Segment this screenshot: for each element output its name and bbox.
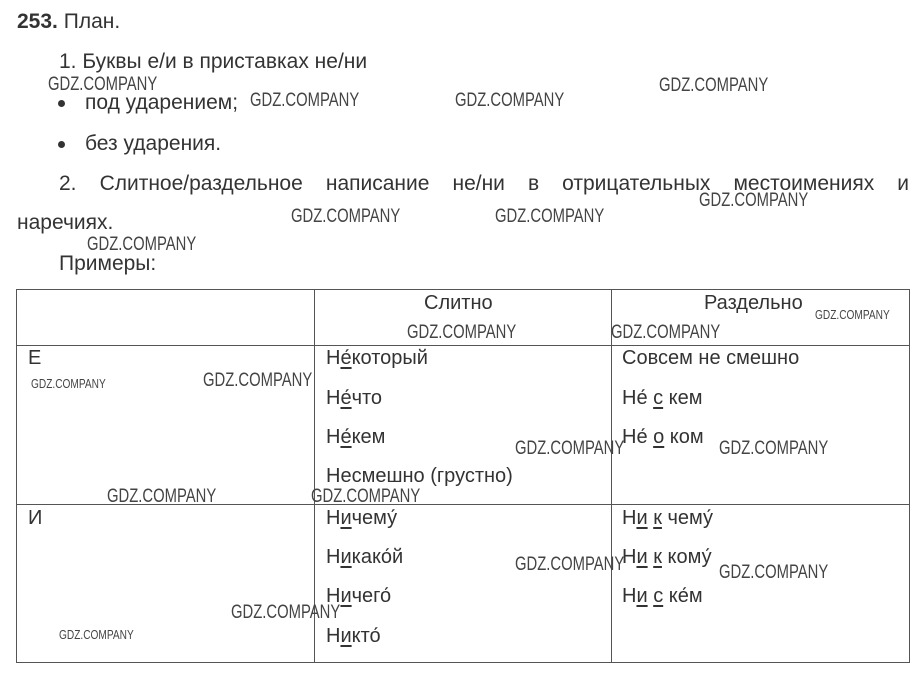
underlined-letter: и [340, 507, 352, 529]
underlined-letter: е́ [340, 426, 352, 448]
watermark: GDZ.COMPANY [455, 90, 565, 111]
text: кем [663, 387, 703, 409]
table-divider [611, 289, 612, 663]
word: в [527, 172, 540, 195]
text: Не́ [622, 387, 654, 409]
text: ке́м [663, 585, 703, 607]
underlined-letter: и [636, 585, 648, 607]
underlined-letter: е́ [340, 347, 352, 369]
row-label-e: Е [28, 347, 42, 369]
underlined-letter: и [340, 546, 352, 568]
text: Н [326, 387, 341, 409]
examples-label: Примеры: [59, 252, 157, 275]
row-label-i: И [28, 507, 43, 529]
text: Н [622, 546, 637, 568]
underlined-letter: к [653, 507, 662, 529]
text: который [351, 347, 428, 369]
text: Н [326, 585, 341, 607]
underlined-letter: и [340, 585, 352, 607]
example-separate [622, 546, 712, 569]
watermark: GDZ.COMPANY [407, 322, 517, 343]
underlined-letter: и [636, 507, 648, 529]
example-separate [622, 507, 713, 530]
text: Н [326, 347, 341, 369]
plan-bullet-2: без ударения. [85, 132, 222, 155]
underlined-letter: е́ [340, 387, 352, 409]
watermark: GDZ.COMPANY [719, 562, 829, 583]
table-border-right [909, 289, 910, 663]
column-header-together: Слитно [424, 292, 493, 314]
example-separate [622, 585, 703, 608]
underlined-letter: о [653, 426, 665, 448]
word: не/ни [452, 172, 505, 195]
underlined-letter: с [653, 585, 664, 607]
column-header-separate: Раздельно [704, 292, 803, 314]
underlined-letter: с [653, 387, 664, 409]
text: Н [326, 507, 341, 529]
word: 2. [59, 172, 77, 195]
underlined-letter: и [636, 546, 648, 568]
watermark: GDZ.COMPANY [250, 90, 360, 111]
plan-item-2-line-2: наречиях. [17, 211, 114, 234]
table-border-bottom [16, 662, 910, 663]
text: чему́ [661, 507, 714, 529]
watermark: GDZ.COMPANY [203, 370, 313, 391]
watermark: GDZ.COMPANY [515, 554, 625, 575]
watermark: GDZ.COMPANY [699, 190, 809, 211]
watermark: GDZ.COMPANY [31, 376, 106, 391]
text: Н [326, 625, 341, 647]
table-border-left [16, 289, 17, 663]
watermark: GDZ.COMPANY [311, 486, 421, 507]
plan-bullet-1: под ударением; [85, 91, 239, 114]
text: Не́ [622, 426, 654, 448]
word: и [897, 172, 909, 195]
text: Н [622, 585, 637, 607]
word: местоимениях [733, 172, 875, 195]
watermark: GDZ.COMPANY [495, 206, 605, 227]
text: ком [664, 426, 704, 448]
watermark: GDZ.COMPANY [231, 602, 341, 623]
text: Н [326, 546, 341, 568]
text: кто́ [351, 625, 381, 647]
plan-item-1: 1. Буквы е/и в приставках не/ни [59, 50, 368, 73]
watermark: GDZ.COMPANY [659, 75, 769, 96]
exercise-title: План. [63, 10, 121, 33]
watermark: GDZ.COMPANY [107, 486, 217, 507]
word: Слитное/раздельное [99, 172, 303, 195]
text: кому́ [661, 546, 712, 568]
example-together [326, 546, 403, 569]
example-together [326, 507, 397, 530]
text: чего́ [351, 585, 392, 607]
underlined-letter: к [653, 546, 662, 568]
table-border-top [16, 289, 910, 290]
text: кем [351, 426, 386, 448]
text: Н [622, 507, 637, 529]
underlined-letter: и [340, 625, 352, 647]
example-together [326, 426, 385, 449]
text: Н [326, 426, 341, 448]
text: Несмешно (грустно) [326, 465, 513, 487]
text: како́й [351, 546, 404, 568]
text: что [351, 387, 383, 409]
watermark: GDZ.COMPANY [611, 322, 721, 343]
word: написание [325, 172, 430, 195]
example-together [326, 387, 382, 410]
table-divider [16, 345, 910, 346]
exercise-number: 253. [17, 10, 58, 33]
watermark: GDZ.COMPANY [719, 438, 829, 459]
example-separate [622, 387, 703, 410]
watermark: GDZ.COMPANY [48, 74, 158, 95]
text: чему́ [351, 507, 398, 529]
text: Совсем не смешно [622, 347, 800, 369]
example-together [326, 347, 428, 370]
example-together [326, 625, 381, 648]
watermark: GDZ.COMPANY [515, 438, 625, 459]
example-together [326, 465, 513, 488]
example-separate [622, 347, 799, 370]
word: отрицательных [562, 172, 711, 195]
watermark: GDZ.COMPANY [815, 307, 890, 322]
watermark: GDZ.COMPANY [87, 234, 197, 255]
example-separate [622, 426, 704, 449]
watermark: GDZ.COMPANY [291, 206, 401, 227]
watermark: GDZ.COMPANY [59, 627, 134, 642]
